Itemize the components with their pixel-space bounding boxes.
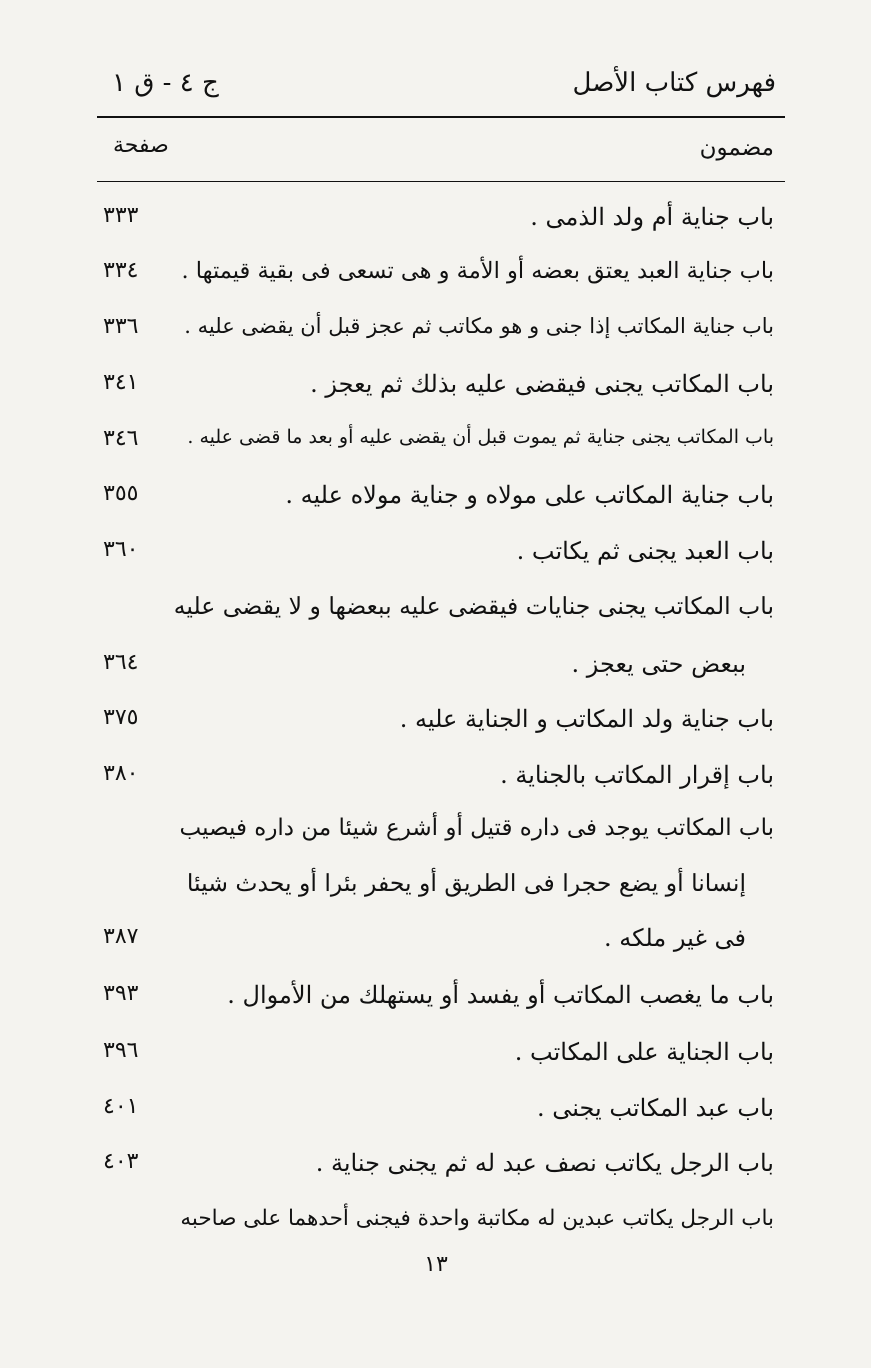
index-entry-line: باب المكاتب يجنى فيقضى عليه بذلك ثم يعجز .: [310, 370, 774, 398]
index-entry-line: باب جناية المكاتب على مولاه و جناية مولاه عليه .: [285, 481, 774, 509]
column-header-content: مضمون: [699, 135, 774, 161]
index-entry-page: ٣٨٠: [103, 761, 139, 786]
column-header-rule: [97, 181, 785, 182]
index-entry-page: ٣٤١: [103, 370, 139, 395]
index-entry-page: ٤٠٣: [103, 1149, 139, 1174]
index-entry-page: ٣٨٧: [103, 924, 139, 949]
index-entry-page: ٣٣٦: [103, 314, 139, 339]
index-entry-page: ٣٤٦: [103, 426, 139, 451]
index-entry-line: فى غير ملكه .: [604, 924, 746, 952]
index-entry-line: باب إقرار المكاتب بالجناية .: [500, 761, 774, 789]
index-entry-line: باب الرجل يكاتب نصف عبد له ثم يجنى جناية .: [315, 1149, 774, 1177]
index-entry-line: باب المكاتب يوجد فى داره قتيل أو أشرع شيئا من داره فيصيب: [179, 815, 774, 841]
index-entry-line: باب العبد يجنى ثم يكاتب .: [516, 537, 774, 565]
index-entry-page: ٣٧٥: [103, 705, 139, 730]
page-header-title: فهرس كتاب الأصل: [572, 68, 776, 98]
index-entry-line: باب جناية ولد المكاتب و الجناية عليه .: [399, 705, 774, 733]
page-number: ١٣: [424, 1252, 448, 1277]
index-entry-line: باب عبد المكاتب يجنى .: [537, 1094, 774, 1122]
index-entry-line: باب جناية المكاتب إذا جنى و هو مكاتب ثم عجز قبل أن يقضى عليه .: [184, 314, 774, 338]
index-entry-page: ٣٩٦: [103, 1038, 139, 1063]
index-entry-line: باب ما يغصب المكاتب أو يفسد أو يستهلك من الأموال .: [227, 981, 774, 1009]
index-entry-line: باب المكاتب يجنى جناية ثم يموت قبل أن يقضى عليه أو بعد ما قضى عليه .: [187, 426, 774, 448]
index-entry-page: ٣٦٠: [103, 537, 139, 562]
index-entry-page: ٣٣٣: [103, 203, 139, 228]
index-entry-line: باب الرجل يكاتب عبدين له مكاتبة واحدة فيجنى أحدهما على صاحبه: [180, 1206, 774, 1231]
column-header-page: صفحة: [113, 133, 169, 158]
page-header-volume: ج ٤ - ق ١: [112, 68, 219, 98]
index-entry-line: باب جناية العبد يعتق بعضه أو الأمة و هى تسعى فى بقية قيمتها .: [181, 258, 774, 284]
index-entry-page: ٣٥٥: [103, 481, 139, 506]
index-entry-page: ٣٦٤: [103, 650, 139, 675]
index-entry-page: ٣٣٤: [103, 258, 139, 283]
index-entry-page: ٤٠١: [103, 1094, 139, 1119]
header-rule: [97, 116, 785, 118]
index-entry-page: ٣٩٣: [103, 981, 139, 1006]
index-entry-line: باب المكاتب يجنى جنايات فيقضى عليه ببعضها و لا يقضى عليه: [173, 592, 774, 620]
index-entry-line: إنسانا أو يضع حجرا فى الطريق أو يحفر بئرا أو يحدث شيئا: [186, 869, 746, 897]
index-entry-line: ببعض حتى يعجز .: [571, 650, 746, 678]
index-entry-line: باب الجناية على المكاتب .: [514, 1038, 774, 1066]
index-entry-line: باب جناية أم ولد الذمى .: [530, 203, 774, 231]
